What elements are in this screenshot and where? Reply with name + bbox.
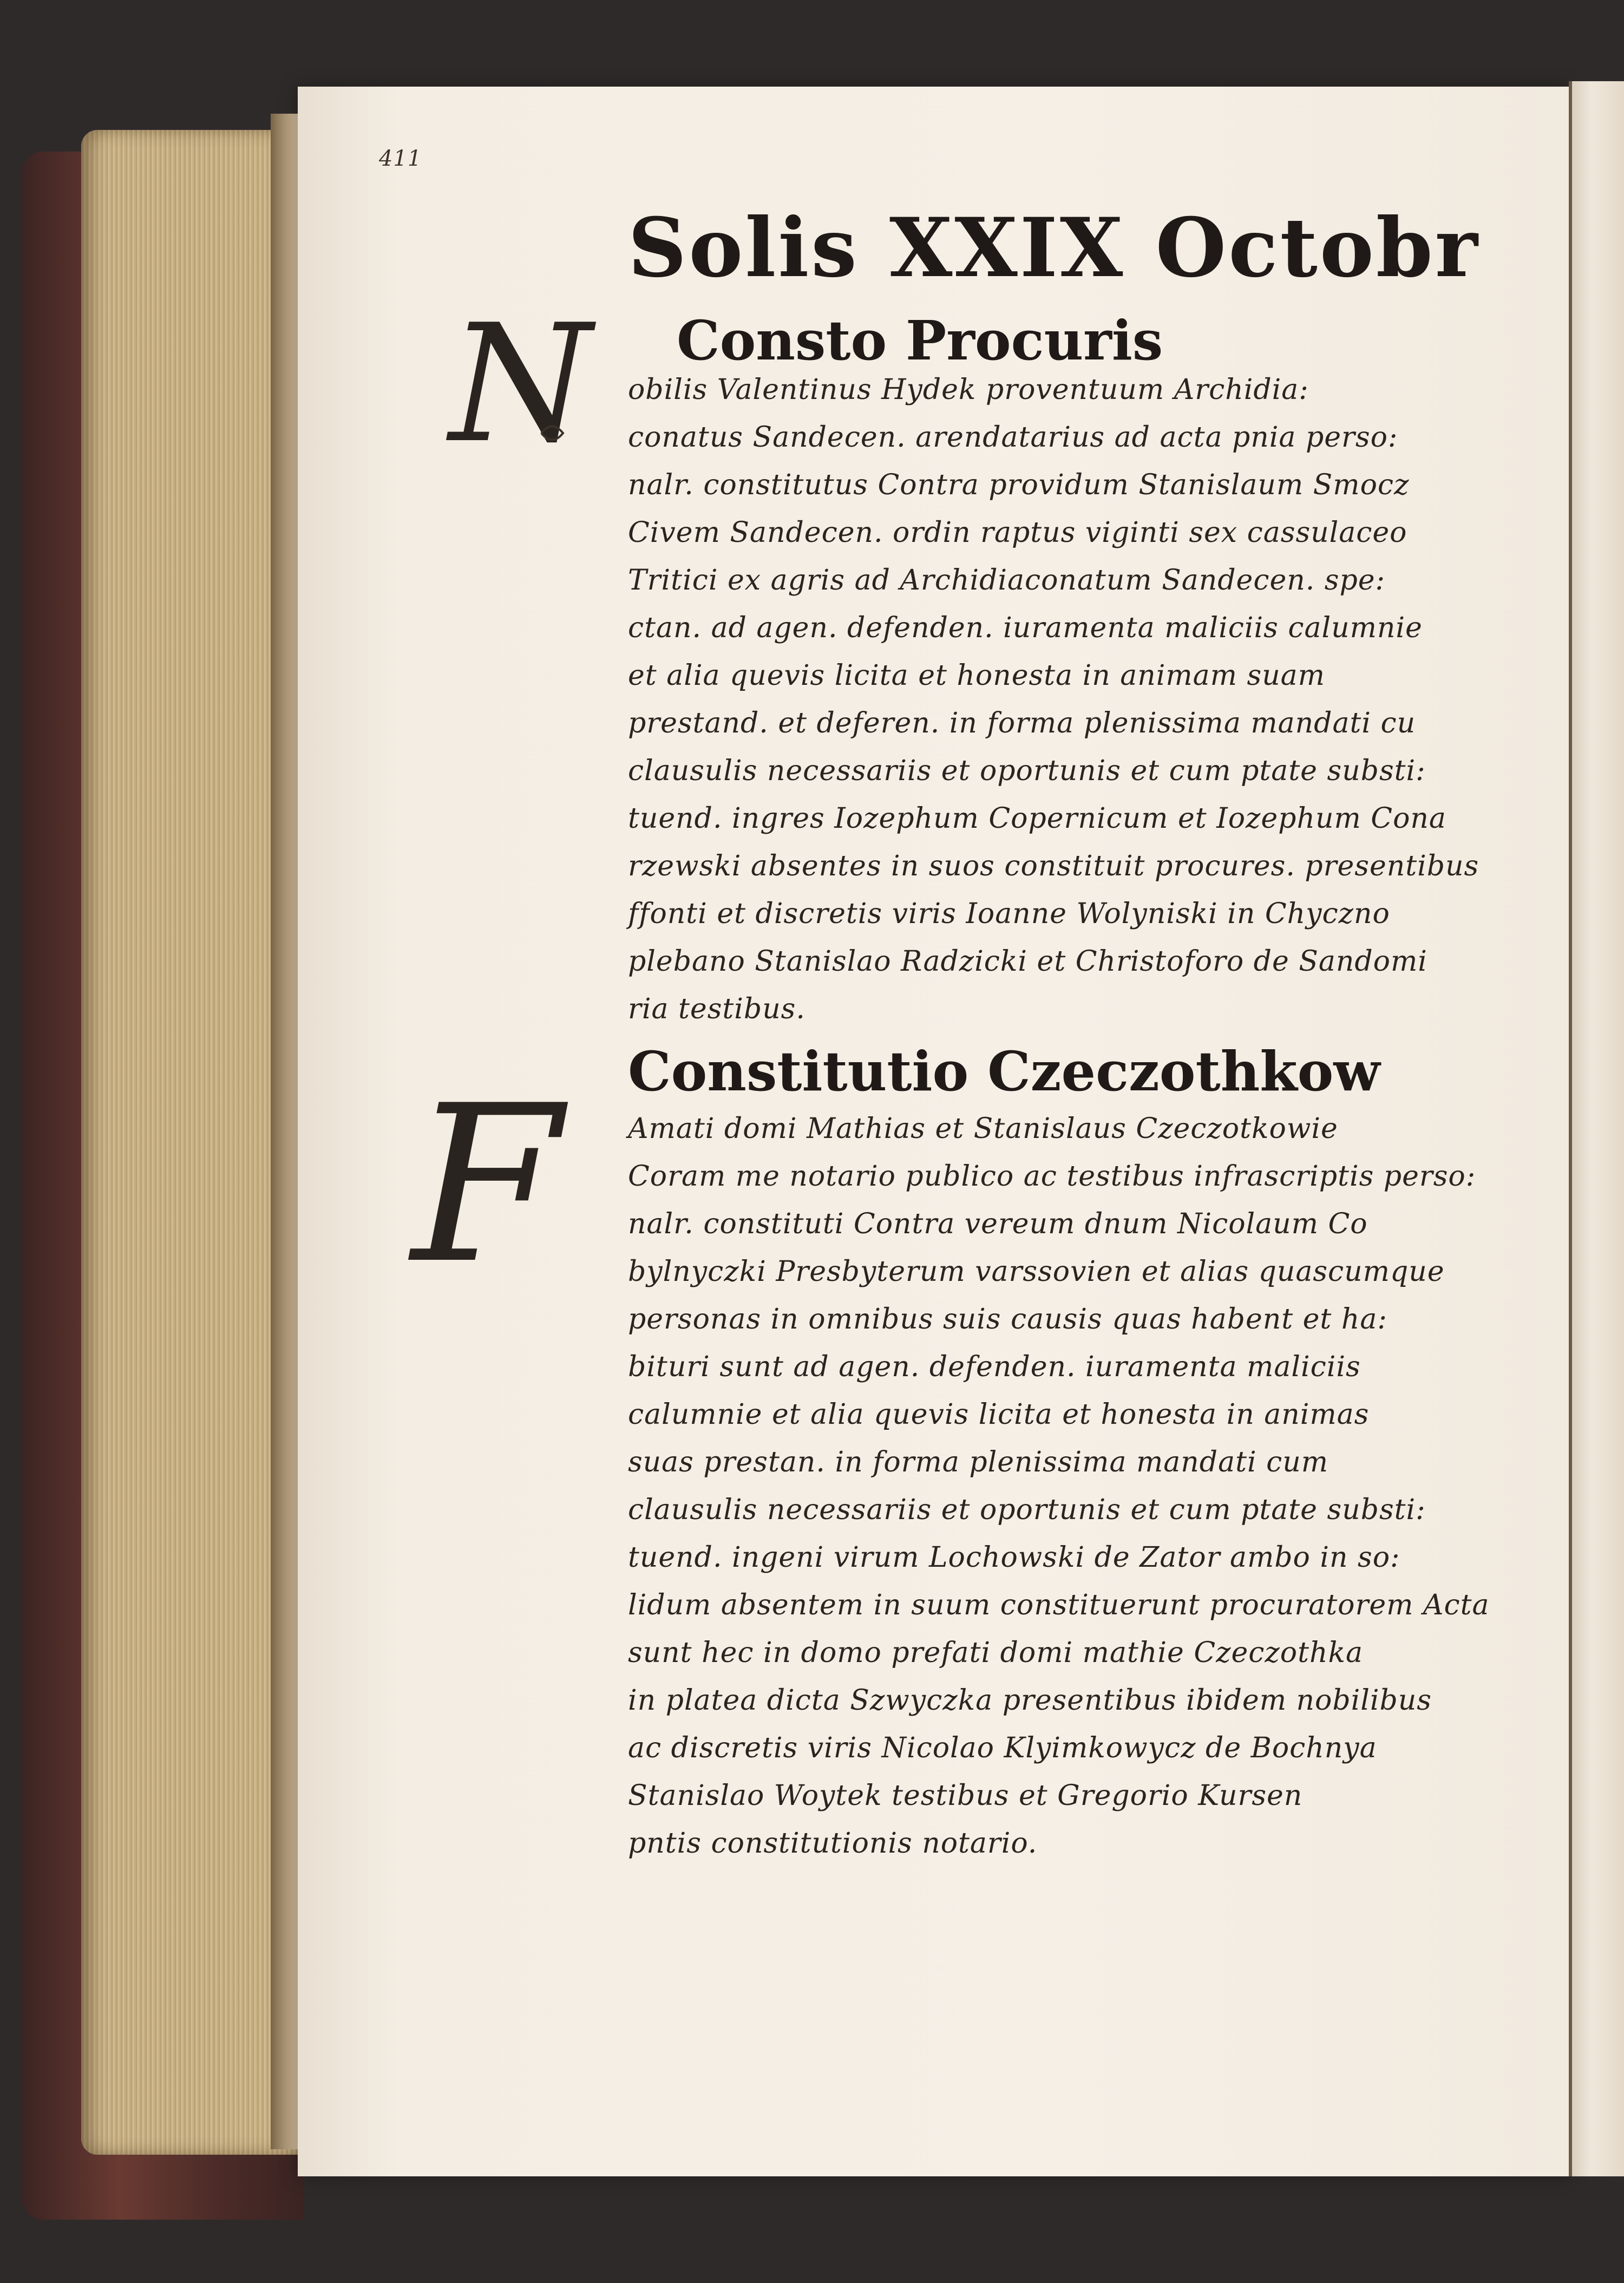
margin-flourish xyxy=(536,417,568,449)
manuscript-line: conatus Sandecen. arendatarius ad acta pnia perso: xyxy=(628,421,1398,454)
decorated-initial-n: N xyxy=(449,290,592,479)
manuscript-line: clausulis necessariis et oportunis et cum ptate substi: xyxy=(628,755,1426,787)
manuscript-line: Civem Sandecen. ordin raptus viginti sex cassulaceo xyxy=(628,516,1407,549)
manuscript-line: Stanislao Woytek testibus et Gregorio Kursen xyxy=(628,1780,1303,1812)
manuscript-line: clausulis necessariis et oportunis et cum ptate substi: xyxy=(628,1494,1426,1526)
manuscript-line: et alia quevis licita et honesta in animam suam xyxy=(628,659,1325,692)
manuscript-line: ac discretis viris Nicolao Klyimkowycz de Bochnya xyxy=(628,1732,1377,1764)
manuscript-line: tuend. ingeni virum Lochowski de Zator ambo in so: xyxy=(628,1541,1400,1574)
manuscript-line: sunt hec in domo prefati domi mathie Czeczothka xyxy=(628,1637,1363,1669)
section-title-procuris: Consto Procuris xyxy=(677,309,1163,372)
manuscript-line: ffonti et discretis viris Ioanne Wolyniski in Chyczno xyxy=(628,898,1390,930)
manuscript-line: Amati domi Mathias et Stanislaus Czeczotkowie xyxy=(628,1113,1338,1145)
manuscript-line: nalr. constitutus Contra providum Stanislaum Smocz xyxy=(628,469,1410,501)
folio-number: 411 xyxy=(379,146,422,171)
manuscript-line: ctan. ad agen. defenden. iuramenta maliciis calumnie xyxy=(628,612,1423,644)
manuscript-line: personas in omnibus suis causis quas habent et ha: xyxy=(628,1303,1387,1336)
manuscript-line: ria testibus. xyxy=(628,993,806,1025)
facing-page-shadow xyxy=(1569,81,1572,2176)
facing-page-edge xyxy=(1570,81,1624,2176)
page-edges xyxy=(81,130,303,2155)
manuscript-line: lidum absentem in suum constituerunt procuratorem Acta xyxy=(628,1589,1490,1621)
manuscript-line: nalr. constituti Contra vereum dnum Nicolaum Co xyxy=(628,1208,1368,1240)
manuscript-line: suas prestan. in forma plenissima mandati cum xyxy=(628,1446,1329,1479)
manuscript-line: calumnie et alia quevis licita et honesta in animas xyxy=(628,1398,1370,1431)
manuscript-line: bylnyczki Presbyterum varssovien et alias quascumque xyxy=(628,1255,1445,1288)
manuscript-line: pntis constitutionis notario. xyxy=(628,1827,1038,1860)
manuscript-line: in platea dicta Szwyczka presentibus ibidem nobilibus xyxy=(628,1684,1432,1717)
manuscript-line: Tritici ex agris ad Archidiaconatum Sandecen. spe: xyxy=(628,564,1386,597)
manuscript-line: rzewski absentes in suos constituit procures. presentibus xyxy=(628,850,1479,882)
manuscript-line: plebano Stanislao Radzicki et Christoforo de Sandomi xyxy=(628,945,1427,978)
decorated-initial-f: F xyxy=(411,1059,562,1311)
section-title-constitutio: Constitutio Czeczothkow xyxy=(628,1039,1380,1103)
date-heading: Solis XXIX Octobr xyxy=(628,200,1480,296)
manuscript-line: prestand. et deferen. in forma plenissima mandati cu xyxy=(628,707,1416,740)
manuscript-line: obilis Valentinus Hydek proventuum Archidia: xyxy=(628,374,1309,406)
manuscript-line: Coram me notario publico ac testibus infrascriptis perso: xyxy=(628,1160,1476,1193)
manuscript-line: bituri sunt ad agen. defenden. iuramenta maliciis xyxy=(628,1351,1361,1383)
manuscript-line: tuend. ingres Iozephum Copernicum et Iozephum Cona xyxy=(628,802,1446,835)
